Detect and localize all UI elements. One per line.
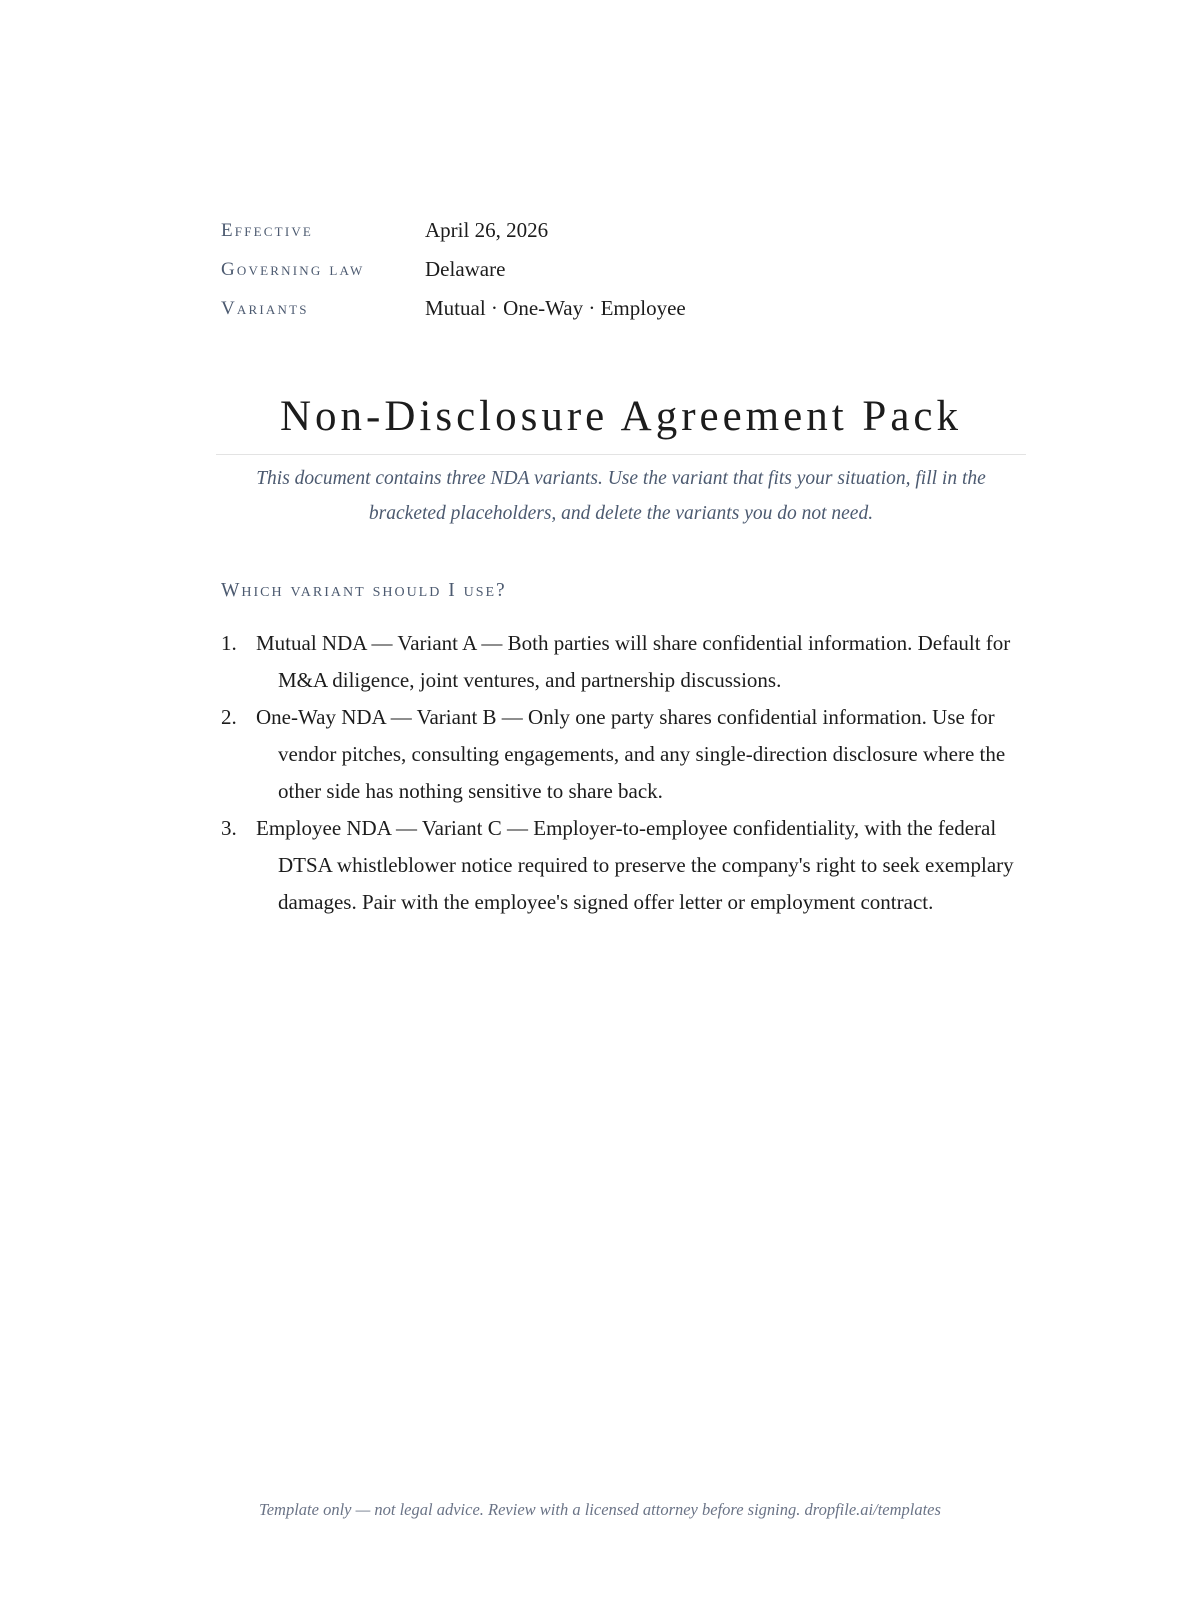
meta-effective-label: Effective: [221, 220, 314, 241]
list-item-text: Mutual NDA — Variant A — Both parties will share confidential information. Default for M&A diligence, joint ventures, and partnership discussions.: [256, 631, 1011, 692]
title-divider: [216, 454, 1026, 455]
footer-disclaimer: Template only — not legal advice. Review with a licensed attorney before signing. dropfile.ai/templates: [259, 1500, 941, 1519]
meta-governing-law-row: [221, 257, 686, 296]
list-item-text: Employee NDA — Variant C — Employer-to-employee confidentiality, with the federal DTSA whistleblower notice required to preserve the company's right to seek exemplary damages. Pair with the employee's signed offer letter or employment contract.: [256, 816, 1014, 914]
meta-variants-label: Variants: [221, 298, 309, 319]
document-meta: [221, 218, 686, 335]
section-heading: Which variant should I use?: [221, 580, 507, 601]
meta-governing-law-label: Governing law: [221, 259, 365, 280]
list-item-text: One-Way NDA — Variant B — Only one party shares confidential information. Use for vendor pitches, consulting engagements, and any single-direction disclosure where the other side has nothing sensitive to share back.: [256, 705, 1006, 803]
meta-variants-row: [221, 296, 686, 335]
meta-effective-value: April 26, 2026: [425, 218, 549, 242]
list-number: 2.: [221, 705, 237, 729]
meta-variants-value: Mutual · One-Way · Employee: [425, 296, 686, 320]
list-number: 3.: [221, 816, 237, 840]
document-subtitle: This document contains three NDA variants. Use the variant that fits your situation, fill in the bracketed placeholders, and delete the variants you do not need.: [256, 468, 986, 524]
list-number: 1.: [221, 631, 237, 655]
meta-effective-row: [221, 218, 686, 257]
meta-governing-law-value: Delaware: [425, 257, 506, 281]
variant-item-employee: [221, 810, 1021, 921]
variant-item-one-way: [221, 699, 1021, 810]
variant-item-mutual: [221, 625, 1021, 699]
variant-list: [221, 625, 1021, 921]
document-title: Non-Disclosure Agreement Pack: [279, 393, 962, 440]
